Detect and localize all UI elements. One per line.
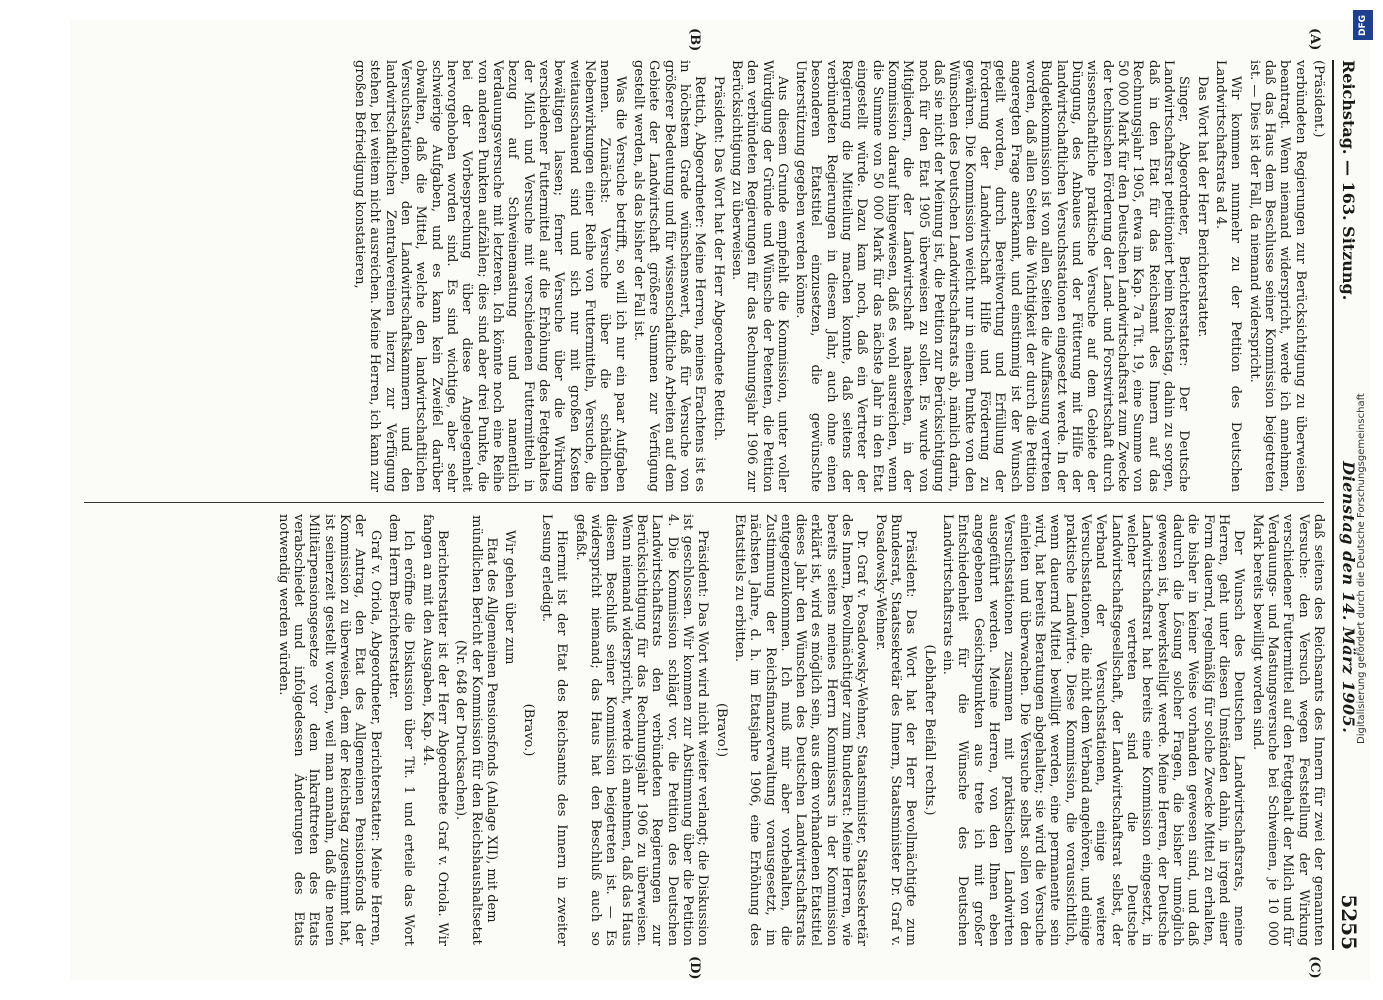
margin-marker-d: (D) (687, 956, 702, 980)
paragraph: Rettich, Abgeordneter: Meine Herren, meines Erachtens ist es in höchstem Grade wünschenswert, daß für Versuche von größerer Bedeutung und für wissenschaftliche Arbeiten auf dem Gebiete der Landwirtschaft größere Summen zur Verfügung gestellt werden, als das bisher der Fall ist. (630, 60, 708, 492)
paragraph: (Präsident.) (1311, 60, 1326, 138)
paragraph: Dr. Graf v. Posadowsky-Wehner, Staatsminister, Staatssekretär des Innern, Bevollmächtigter zum Bundesrat: Meine Herren, wie bereits seitens meines Herrn Kommissars in der Kommission erklärt ist, wird es möglich sein, aus dem vorhandenen Etatstitel dieses Jahr den Wünschen des Deutschen Landwirtschaftsrats entgegenzukommen. Ich muß mir aber vorbehalten, die Zustimmung der Reichsfinanzverwaltung vorausgesetzt, im nächsten Jahre, d. h. im Etatsjahre 1906, eine Erhöhung des Etatstitels zu erbitten. (731, 514, 870, 946)
paragraph: Berichterstatter ist der Herr Abgeordnete Graf v. Oriola. Wir fangen an mit den Ausgaben, Kap. 44. (419, 514, 450, 946)
paragraph: Was die Versuche betrifft, so will ich nur ein paar Aufgaben nennen. Zunächst: Versuche über die schädlichen Nebenwirkungen einer Reihe von Futtermitteln, Versuche, die weitausschauend sind und sich nur mit großen Kosten bewältigen lassen; ferner Versuche über die Wirkung verschiedener Futtermittel auf die Erhöhung des Fettgehaltes der Milch und Versuche mit verschiedenen Futtermitteln in bezug auf Schweinemastung und namentlich Verdauungsversuche mit letzteren. Ich könnte noch eine Reihe von anderen Punkten aufzählen; dies sind aber drei Punkte, die bei der Vorbesprechung über diese Angelegenheit hervorgehoben worden sind. Es sind wichtige, aber sehr schwierige Aufgaben, und es kann kein Zweifel darüber obwalten, daß die Mittel, welche den landwirtschaftlichen Versuchsstationen, den Landwirtschaftskammern und den landwirtschaftlichen Zentralvereinen hierzu zur Verfügung stehen, bei weitem nicht ausreichen. Meine Herren, ich kann zur großen Befriedigung konstatieren, (351, 60, 628, 492)
margin-marker-c: (C) (1307, 956, 1322, 979)
paragraph: Der Wunsch des Deutschen Landwirtschaftsrats, meine Herren, geht unter diesen Umständen dahin, in irgend einer Form dauernd, regelmäßig für solche Zwecke Mittel zu erhalten, die bisher in keiner Weise vorhanden gewesen sind, und daß dadurch die Lösung solcher Fragen, die bisher unmöglich gewesen ist, bewerkstelligt werde. Meine Herren, der Deutsche Landwirtschaftsrat hat bereits eine Kommission eingesetzt, in welcher vertreten sind die Deutsche Landwirtschaftsgesellschaft, der Landwirtschaftsrat selbst, der Verband der Versuchsstationen, einige weitere Versuchsstationen, die nicht dem Verband angehören, und einige praktische Landwirte. Diese Kommission, die voraussichtlich, wenn dauernd Mittel bewilligt werden, eine permanente sein wird, hat bereits Beratungen abgehalten; sie wird die Versuche einleiten und überwachen. Die Versuche selbst sollen von den Versuchsstationen zusammen mit praktischen Landwirten ausgeführt werden. Meine Herren, von den Ihnen eben angegebenen Gesichtspunkten aus trete ich mit großer Entschiedenheit für die Wünsche des Deutschen Landwirtschaftsrats ein. (940, 514, 1247, 946)
paragraph: verbündeten Regierungen zur Berücksichtigung zu überweisen beantragt. Wenn niemand widerspricht, werde ich annehmen, daß das Haus dem Beschlusse seiner Kommission beigetreten ist. — Dies ist der Fall, da niemand widerspricht. (1246, 60, 1308, 492)
paragraph: Wir gehen über zum (502, 530, 518, 665)
paragraph: Hiermit ist der Etat des Reichsamts des Innern in zweiter Lesung erledigt. (538, 514, 570, 946)
dfg-logo: DFG (1353, 10, 1373, 40)
paragraph: Ich eröffne die Diskussion über Tit. 1 und erteile das Wort dem Herrn Berichterstatter. (385, 514, 417, 946)
applause-note: (Bravo.) (520, 703, 536, 757)
margin-marker-a: (A) (1307, 28, 1322, 51)
paragraph: Präsident: Das Wort hat der Herr Abgeordnete Rettich. (710, 76, 726, 442)
paragraph: Singer, Abgeordneter, Berichterstatter: Der Deutsche Landwirtschaftsrat petitioniert beim Reichstag, dahin zu sorgen, daß in den Etat für das Reichsamt des Innern auf das Rechnungsjahr 1905, etwa im Kap. 7a Tit. 19, eine Summe von 50 000 Mark für den Deutschen Landwirtschaftsrat zum Zwecke der technischen Förderung der Land- und Forstwirtschaft durch wissenschaftliche praktische Versuche auf dem Gebiete der Düngung, des Anbaues und der Fütterung mit Hilfe der landwirtschaftlichen Versuchsstationen eingesetzt werde. In der Budgetkommission ist von allen Seiten die Auffassung vertreten worden, daß allen Seiten die Wichtigkeit der durch die Petition angeregten Frage anerkannt, und einstimmig ist der Wunsch geteilt worden, durch Bereitwortung und Erfüllung der Forderung der Landwirtschaft Hilfe und Förderung zu gewähren. Die Kommission weicht nur in einem Punkte von den Wünschen des Deutschen Landwirtschaftsrats ab, nämlich darin, daß sie nicht der Meinung ist, die Petition zur Berücksichtigung noch für den Etat 1905 überweisen zu sollen. Es wurde von Mitgliedern, die der Landwirtschaft nahestehen, in der Kommission darauf hingewiesen, daß es wohl ausreichen, wenn die Summe von 50 000 Mark für das nächste Jahr in den Etat eingestellt würde. Dazu kam noch, daß ein Vertreter der Regierung die Mitteilung machen konnte, daß seitens der verbündeten Regierungen in diesem Jahr, auch ohne einen besonderen Etatstitel einzusetzen, die gewünschte Unterstützung gegeben werden könne. (793, 60, 1192, 492)
header-left: Reichstag. — 163. Sitzung. (1339, 60, 1359, 301)
paragraph: Wir kommen nunmehr zu der Petition des Deutschen Landwirtschaftsrats ad 4. (1213, 60, 1244, 492)
applause-note: (Bravo!) (713, 702, 729, 758)
paragraph: Graf v. Oriola, Abgeordneter, Berichterstatter: Meine Herren, der Antrag, den Etat des Allgemeinen Pensionsfonds der Kommission zu überweisen, dem der Reichstag zugestimmt hat, ist seinerzeit gestellt worden, weil man annahm, daß die neuen Militärpensionsgesetze vor dem Inkrafttreten des Etats verabschiedet und infolgedessen Änderungen des Etats notwendig werden würden. (275, 514, 383, 946)
newspaper-page (70, 20, 1370, 980)
applause-note: (Lebhafter Beifall rechts.) (921, 644, 937, 816)
paragraph: Aus diesem Grunde empfiehlt die Kommission, unter voller Würdigung der Gründe und Wünsche der Petenten, die Petition den verbündeten Regierungen für das Rechnungsjahr 1906 zur Berücksichtigung zu überweisen. (728, 60, 790, 492)
page-number: 5255 (1336, 894, 1361, 950)
right-column (80, 514, 1326, 946)
paragraph: daß seitens des Reichsamts des Innern für zwei der genannten Versuche: den Versuch wegen Feststellung der Wirkung verschiedener Futtermittel auf den Fettgehalt der Milch und für Verdauungs- und Mastungsversuche bei Schweinen, je 10 000 Mark bereits bewilligt worden sind. (1249, 514, 1326, 946)
left-column (80, 60, 1326, 492)
agenda-item: Etat des Allgemeinen Pensionsfonds (Anlage XII), mit dem mündlichen Bericht der Kommission für den Reichshaushaltsetat (Nr. 648 der Drucksachen). (453, 515, 499, 945)
paragraph: Präsident: Das Wort hat der Herr Bevollmächtigte zum Bundesrat, Staatssekretär des Innern, Staatsminister Dr. Graf v. Posadowsky-Wehner. (872, 514, 919, 946)
paragraph: Das Wort hat der Herr Berichterstatter. (1194, 76, 1210, 338)
dfg-credit-text: Digitalisierung gefördert durch die Deutsche Forschungsgemeinschaft (1356, 393, 1367, 744)
header-date: Dienstag den 14. März 1905. (1339, 461, 1359, 734)
margin-marker-b: (B) (687, 28, 702, 52)
column-divider (84, 502, 1324, 503)
paragraph: Präsident: Das Wort wird nicht weiter verlangt; die Diskussion ist geschlossen. Wir kommen zur Abstimmung über die Petition 4. Die Kommission schlägt vor, die Petition des Deutschen Landwirtschaftsrats den verbündeten Regierungen zur Berücksichtigung für das Rechnungsjahr 1906 zu überweisen. Wenn niemand widerspricht, werde ich annehmen, daß das Haus diesem Beschluß seiner Kommission beigetreten ist. — Es widerspricht niemand; das Haus hat den Beschluß auch so gefaßt. (572, 514, 711, 946)
